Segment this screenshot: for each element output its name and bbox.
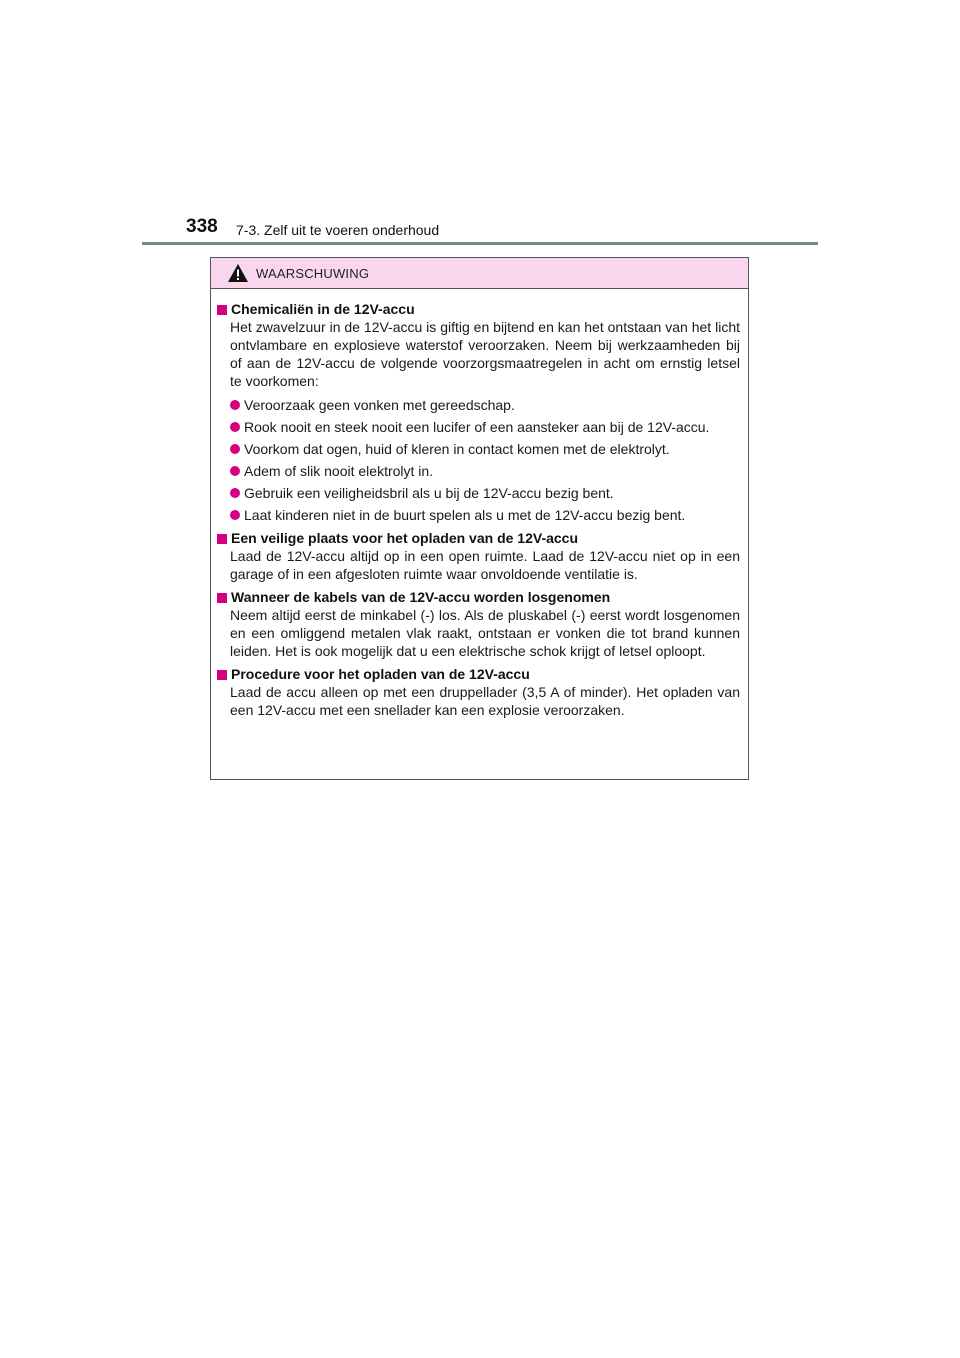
topic-text: Laad de 12V-accu altijd op in een open ruimte. Laad de 12V-accu niet op in een garage of in een afgesloten ruimte waar onvoldoende ventilatie is. bbox=[230, 548, 740, 582]
topic-text: Laad de accu alleen op met een druppellader (3,5 A of minder). Het opladen van een 12V-accu met een snellader kan een explosie veroorzaken. bbox=[230, 684, 740, 718]
bullet-list bbox=[230, 396, 740, 524]
topic-charging-procedure bbox=[217, 666, 740, 719]
topic-disconnecting-cables bbox=[217, 589, 740, 660]
bullet-dot-icon bbox=[230, 510, 240, 520]
topic-text: Neem altijd eerst de minkabel (-) los. Als de pluskabel (-) eerst wordt losgenomen en een omliggend metalen vlak raakt, ontstaan er vonken die tot brand kunnen leiden. Het is ook mogelijk dat u een elektrische schok krijgt of letsel oploopt. bbox=[230, 607, 740, 659]
list-item: Adem of slik nooit elektrolyt in. bbox=[230, 462, 740, 480]
topic-title: Een veilige plaats voor het opladen van de 12V-accu bbox=[231, 530, 579, 546]
list-item: Laat kinderen niet in de buurt spelen als u met de 12V-accu bezig bent. bbox=[230, 506, 740, 524]
bullet-dot-icon bbox=[230, 422, 240, 432]
bullet-dot-icon bbox=[230, 444, 240, 454]
topic-title: Chemicaliën in de 12V-accu bbox=[231, 301, 415, 317]
warning-header bbox=[211, 258, 748, 289]
warning-triangle-icon bbox=[227, 263, 249, 283]
bullet-dot-icon bbox=[230, 466, 240, 476]
topic-square-icon bbox=[217, 670, 227, 680]
warning-box bbox=[210, 257, 749, 780]
topic-title: Procedure voor het opladen van de 12V-accu bbox=[231, 666, 530, 682]
list-item: Gebruik een veiligheidsbril als u bij de 12V-accu bezig bent. bbox=[230, 484, 740, 502]
topic-chemicals bbox=[217, 301, 740, 524]
topic-square-icon bbox=[217, 534, 227, 544]
topic-charging-location bbox=[217, 530, 740, 583]
page-number: 338 bbox=[186, 216, 218, 237]
topic-title: Wanneer de kabels van de 12V-accu worden losgenomen bbox=[231, 589, 611, 605]
section-title: 7-3. Zelf uit te voeren onderhoud bbox=[236, 222, 440, 238]
list-item: Veroorzaak geen vonken met gereedschap. bbox=[230, 396, 740, 414]
list-item: Rook nooit en steek nooit een lucifer of een aansteker aan bij de 12V-accu. bbox=[230, 418, 740, 436]
topic-square-icon bbox=[217, 305, 227, 315]
warning-title: WAARSCHUWING bbox=[256, 265, 370, 281]
page-header bbox=[0, 0, 960, 250]
bullet-dot-icon bbox=[230, 488, 240, 498]
topic-square-icon bbox=[217, 593, 227, 603]
topic-text: Het zwavelzuur in de 12V-accu is giftig en bijtend en kan het ontstaan van het licht ontvlambare en explosieve waterstof veroorzaken. Neem bij werkzaamheden bij of aan de 12V-accu de volgende voorzorgsmaatregelen in acht om ernstig letsel te voorkomen: bbox=[230, 319, 740, 389]
warning-body bbox=[211, 289, 748, 719]
bullet-dot-icon bbox=[230, 400, 240, 410]
list-item: Voorkom dat ogen, huid of kleren in contact komen met de elektrolyt. bbox=[230, 440, 740, 458]
header-divider bbox=[142, 242, 818, 245]
